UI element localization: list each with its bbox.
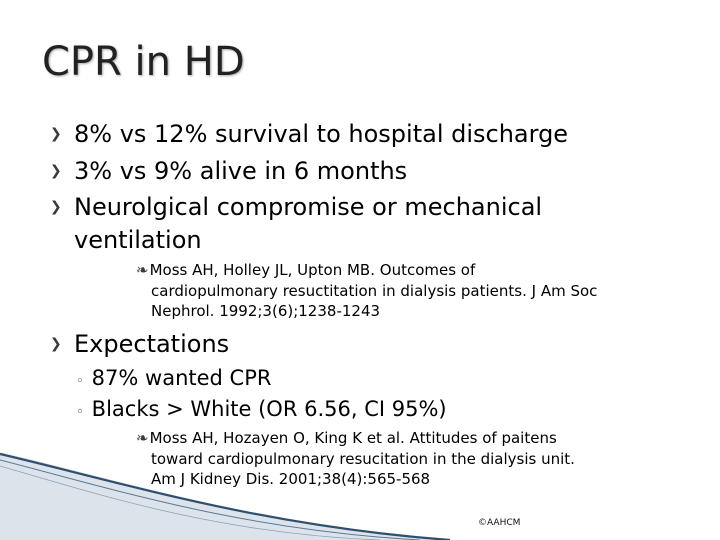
swirl-bullet-icon: ❧ [136, 261, 149, 279]
bullet-text: Neurolgical compromise or mechanical [74, 193, 543, 221]
circle-bullet-icon: ◦ [76, 374, 84, 389]
chevron-bullet-icon: ❯ [50, 336, 62, 352]
reference-citation: ❧Moss AH, Hozayen O, King K et al. Attitudes of paitens toward cardiopulmonary resucitation in the dialysis unit. Am J Kidney Dis. 2001;38(4):565-568 [136, 429, 575, 488]
reference-citation: ❧Moss AH, Holley JL, Upton MB. Outcomes of cardiopulmonary resuctitation in dialysis patients. J Am Soc Nephrol. 1992;3(6);1238-1243 [136, 261, 598, 320]
bullet-text: Expectations [74, 330, 230, 358]
chevron-bullet-icon: ❯ [50, 199, 62, 215]
chevron-bullet-icon: ❯ [50, 126, 62, 142]
swirl-bullet-icon: ❧ [136, 429, 149, 447]
bullet-text-continuation: ventilation [74, 226, 202, 254]
circle-bullet-icon: ◦ [76, 405, 84, 420]
footer-copyright: ©AAHCM [478, 518, 521, 528]
bullet-text: 3% vs 9% alive in 6 months [74, 157, 408, 185]
bullet-item [50, 193, 543, 221]
bullet-item [50, 157, 408, 185]
sub-bullet-item: ◦ 87% wanted CPR [76, 366, 272, 390]
bullet-text: 8% vs 12% survival to hospital discharge [74, 120, 569, 148]
chevron-bullet-icon: ❯ [50, 163, 62, 179]
bullet-item [50, 120, 569, 148]
bullet-item [50, 330, 230, 358]
sub-bullet-item: ◦ Blacks > White (OR 6.56, CI 95%) [76, 397, 447, 421]
slide-title: CPR in HD [42, 39, 245, 85]
